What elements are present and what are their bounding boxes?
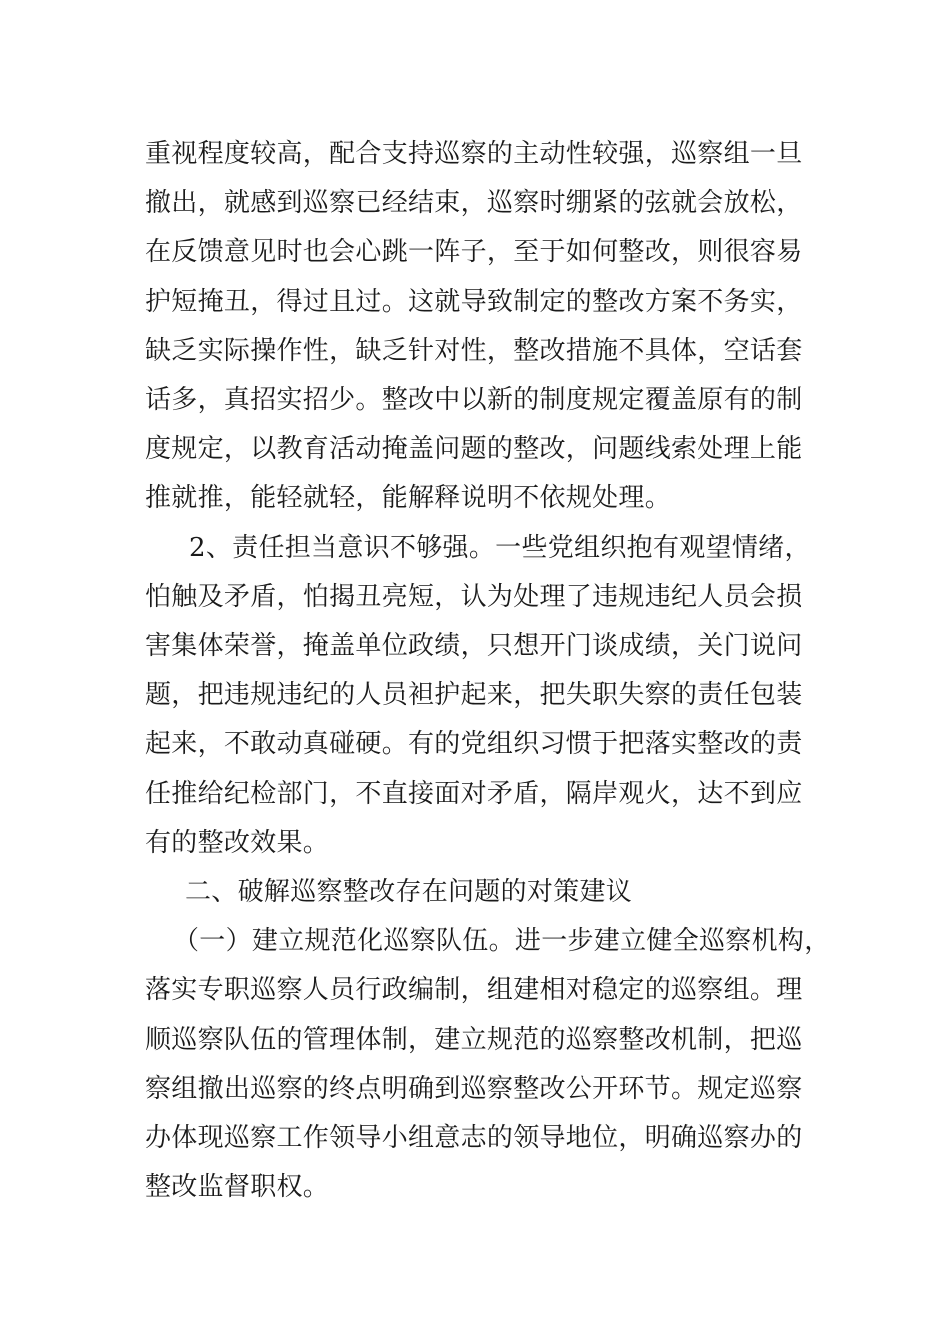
text-line: 落实专职巡察人员行政编制，组建相对稳定的巡察组。理 xyxy=(145,975,803,1006)
document-body xyxy=(145,130,845,1212)
heading-line: 二、破解巡察整改存在问题的对策建议 xyxy=(185,877,633,908)
text-line: 度规定，以教育活动掩盖问题的整改，问题线索处理上能 xyxy=(145,434,803,465)
text-line: 办体现巡察工作领导小组意志的领导地位，明确巡察办的 xyxy=(145,1123,803,1154)
text-line: 察组撤出巡察的终点明确到巡察整改公开环节。规定巡察 xyxy=(145,1073,803,1104)
text-line: 起来，不敢动真碰硬。有的党组织习惯于把落实整改的责 xyxy=(145,729,803,760)
text-line: 撤出，就感到巡察已经结束，巡察时绷紧的弦就会放松， xyxy=(145,188,803,219)
text-line: 怕触及矛盾，怕揭丑亮短，认为处理了违规违纪人员会损 xyxy=(145,581,803,612)
text-line: 推就推，能轻就轻，能解释说明不依规处理。 xyxy=(145,483,672,514)
section-heading xyxy=(145,868,845,917)
text-line: 有的整改效果。 xyxy=(145,827,330,858)
text-line: 在反馈意见时也会心跳一阵子，至于如何整改，则很容易 xyxy=(145,237,803,268)
text-line: 顺巡察队伍的管理体制，建立规范的巡察整改机制，把巡 xyxy=(145,1024,803,1055)
text-line: 护短掩丑，得过且过。这就导致制定的整改方案不务实， xyxy=(145,286,803,317)
text-line: 缺乏实际操作性，缺乏针对性，整改措施不具体，空话套 xyxy=(145,335,803,366)
text-line: 话多，真招实招少。整改中以新的制度规定覆盖原有的制 xyxy=(145,385,803,416)
text-line: 害集体荣誉，掩盖单位政绩，只想开门谈成绩，关门说问 xyxy=(145,631,803,662)
text-line: 2、责任担当意识不够强。一些党组织抱有观望情绪， xyxy=(189,532,811,563)
text-line: 任推给纪检部门，不直接面对矛盾，隔岸观火，达不到应 xyxy=(145,778,803,809)
text-line: 重视程度较高，配合支持巡察的主动性较强，巡察组一旦 xyxy=(145,139,803,169)
paragraph-measure-1 xyxy=(145,917,845,1212)
text-line: （一）建立规范化巡察队伍。进一步建立健全巡察机构， xyxy=(173,926,831,957)
text-line: 题，把违规违纪的人员袒护起来，把失职失察的责任包装 xyxy=(145,680,803,711)
paragraph-responsibility xyxy=(145,524,845,868)
text-line: 整改监督职权。 xyxy=(145,1172,330,1203)
paragraph-continuation xyxy=(145,130,845,524)
